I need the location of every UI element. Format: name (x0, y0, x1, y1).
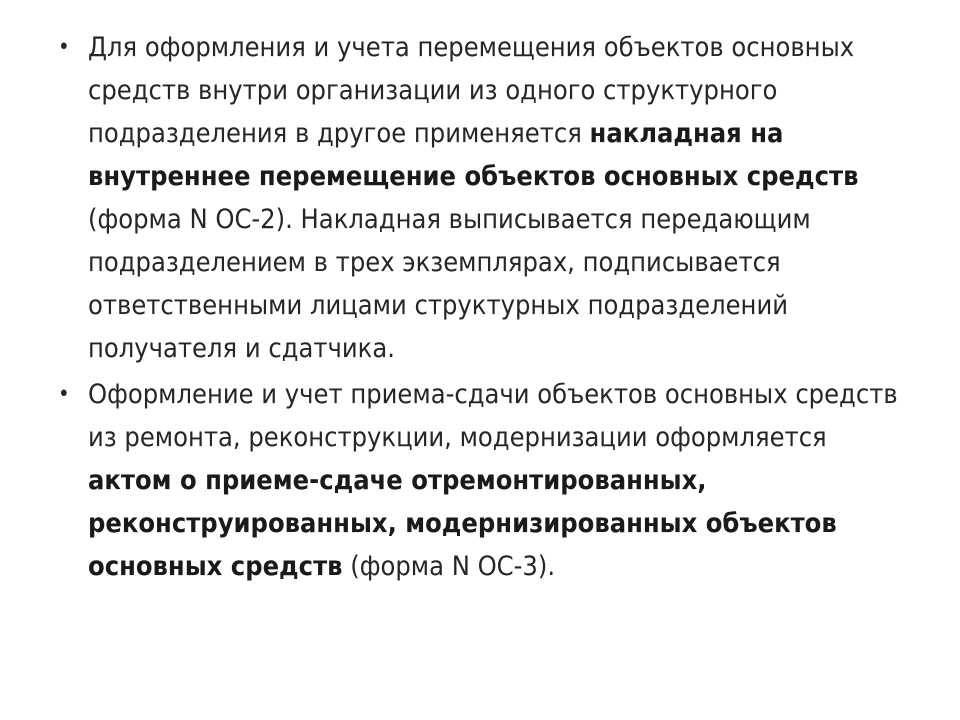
bullet-item-1 (56, 26, 916, 370)
bullet-dot-icon: • (58, 382, 70, 407)
bullet-2-text-end: (форма N ОС-3). (342, 551, 556, 582)
bullet-1-text-end: (форма N ОС-2). Накладная выписывается передающим подразделением в трех экземплярах, подписывается ответственными лицами структурных подразделений получателя и сдатчика. (88, 204, 811, 364)
bullet-dot-icon: • (58, 35, 70, 60)
bullet-1-text-start: Для оформления и учета перемещения объектов основных средств внутри организации из одного структурного подразделения в другое применяется (88, 32, 855, 149)
bullet-2-bold-term: актом о приеме-сдаче отремонтированных, реконструированных, модернизированных объектов основных средств (88, 465, 837, 582)
bullet-item-2 (56, 373, 916, 588)
bullet-1-bold-term: накладная на внутреннее перемещение объектов основных средств (88, 118, 859, 192)
bullet-list (56, 26, 916, 591)
bullet-2-text-start: Оформление и учет приема-сдачи объектов основных средств из ремонта, реконструкции, модернизации оформляется (88, 379, 898, 453)
